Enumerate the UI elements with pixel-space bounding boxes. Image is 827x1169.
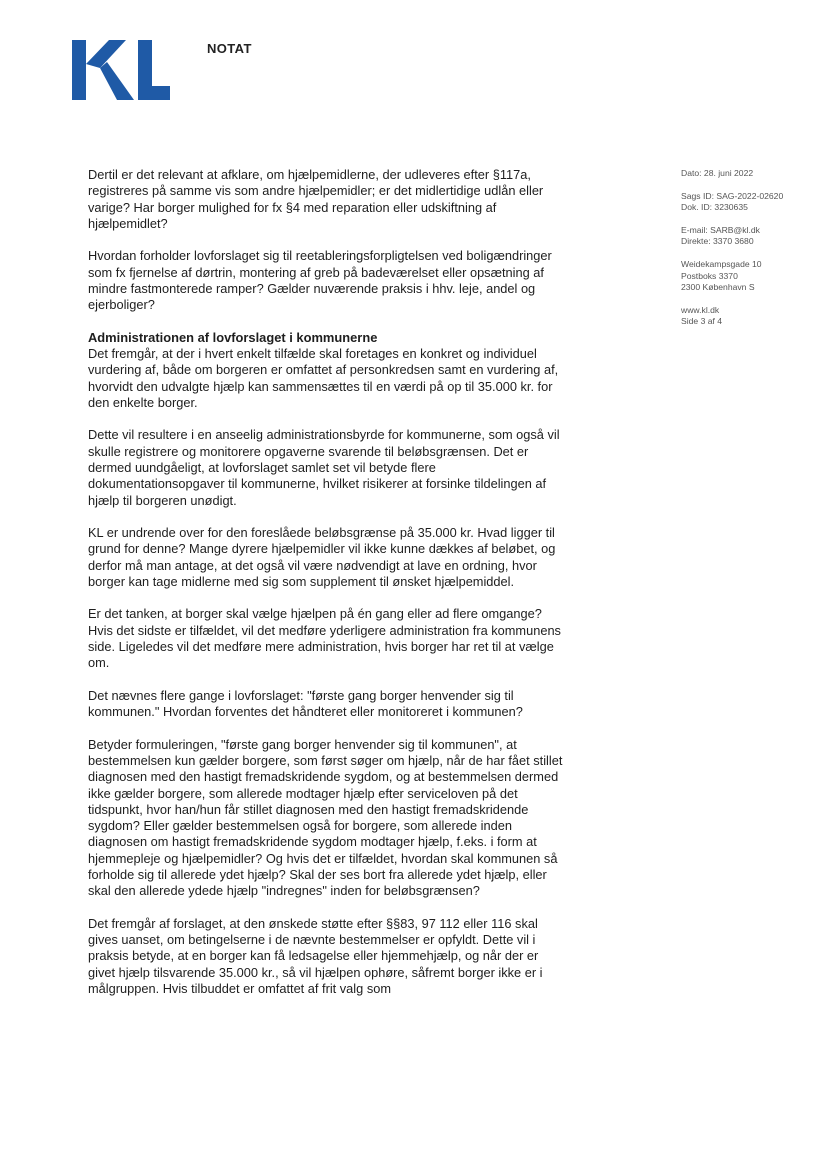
paragraph: KL er undrende over for den foreslåede beløbsgrænse på 35.000 kr. Hvad ligger til grund for denne? Mange dyrere hjælpemidler vil ikke kunne dækkes af beløbet, og derfor må man antage, at det også vil være nødvendigt at lave en ordning, hvor borger kan tage midlerne med sig som supplement til ønsket hjælpemiddel. bbox=[88, 525, 556, 589]
page-number: Side 3 af 4 bbox=[681, 316, 723, 327]
document-type-label: NOTAT bbox=[207, 41, 252, 56]
paragraph: Det nævnes flere gange i lovforslaget: "første gang borger henvender sig til kommunen." Hvordan forventes det håndteret eller monitoreret i kommunen? bbox=[88, 687, 523, 720]
address-line: 2300 København S bbox=[681, 282, 755, 293]
document-body bbox=[88, 167, 568, 1013]
paragraph: Betyder formuleringen, "første gang borger henvender sig til kommunen", at bestemmelsen kun gælder borgere, som først søger om hjælp, når de har fået stillet diagnosen med den hastigt fremadskridende sygdom, og at bestemmelsen dermed ikke gælder borgere, som allerede modtager hjælp efter serviceloven på det tidspunkt, hvor han/hun får stillet diagnosen med den hastigt fremadskridende sygdom? Eller gælder bestemmelsen også for borgere, som allerede inden diagnosen om hastigt fremadskridende sygdom modtager hjælp, f.eks. i form at hjemmepleje og hjælpemidler? Og hvis det er tilfældet, hvordan skal kommunen så forholde sig til allerede ydet hjælp? Skal der ses bort fra allerede ydet hjælp, eller skal den allerede ydede hjælp "indregnes" inden for beløbsgrænsen? bbox=[88, 736, 563, 899]
address-line: Postboks 3370 bbox=[681, 270, 738, 281]
document-metadata-sidebar bbox=[681, 168, 821, 339]
section-heading: Administrationen af lovforslaget i kommunerne bbox=[88, 329, 378, 345]
address-line: Weidekampsgade 10 bbox=[681, 258, 762, 269]
date-text: Dato: 28. juni 2022 bbox=[681, 168, 754, 178]
case-id-text: Sags ID: SAG-2022-02620 bbox=[681, 190, 784, 201]
paragraph: Det fremgår, at der i hvert enkelt tilfælde skal foretages en konkret og individuel vurdering af, både om borgeren er omfattet af personkredsen samt en vurdering af, hvorvidt den udvalgte hjælp kan sammensættes til en værdi på op til 35.000 kr. for den enkelte borger. bbox=[88, 346, 559, 410]
doc-id-text: Dok. ID: 3230635 bbox=[681, 202, 748, 213]
paragraph: Hvordan forholder lovforslaget sig til reetableringsforpligtelsen ved boligændringer som fx fjernelse af dørtrin, montering af greb på badeværelset eller opsætning af mindre fastmonterede ramper? Gælder nuværende praksis i hhv. leje, andel og ejerboliger? bbox=[88, 248, 552, 313]
email-text: E-mail: SARB@kl.dk bbox=[681, 224, 760, 235]
phone-text: Direkte: 3370 3680 bbox=[681, 236, 754, 247]
website-text: www.kl.dk bbox=[681, 304, 720, 315]
paragraph: Dette vil resultere i en anseelig administrationsbyrde for kommunerne, som også vil skulle registrere og monitorere opgaverne svarende til beløbsgrænsen. Det er dermed uundgåeligt, at lovforslaget samlet set vil betyde flere dokumentationsopgaver til kommunerne, hvilket risikerer at forsinke tildelingen af hjælp til borgeren unødigt. bbox=[88, 427, 560, 508]
paragraph: Er det tanken, at borger skal vælge hjælpen på én gang eller ad flere omgange? Hvis det sidste er tilfældet, vil det medføre yderligere administration fra kommunens side. Ligeledes vil det medføre mere administration, hvis borger har ret til at vælge om. bbox=[88, 606, 561, 671]
kl-logo bbox=[72, 40, 172, 102]
paragraph: Det fremgår af forslaget, at den ønskede støtte efter §§83, 97 112 eller 116 skal gives uanset, om betingelserne i de nævnte bestemmelser er opfyldt. Dette vil i praksis betyde, at en borger kan få ledsagelse eller hjemmehjælp, og når der er givet hjælp tilsvarende 35.000 kr., så vil hjælpen ophøre, såfremt borger ikke er i målgruppen. Hvis tilbuddet er omfattet af frit valg som bbox=[88, 915, 543, 996]
paragraph: Dertil er det relevant at afklare, om hjælpemidlerne, der udleveres efter §117a, registreres på samme vis som andre hjælpemidler; er det midlertidige udlån eller varige? Har borger mulighed for fx §4 med reparation eller udskiftning af hjælpemidlet? bbox=[88, 167, 544, 231]
